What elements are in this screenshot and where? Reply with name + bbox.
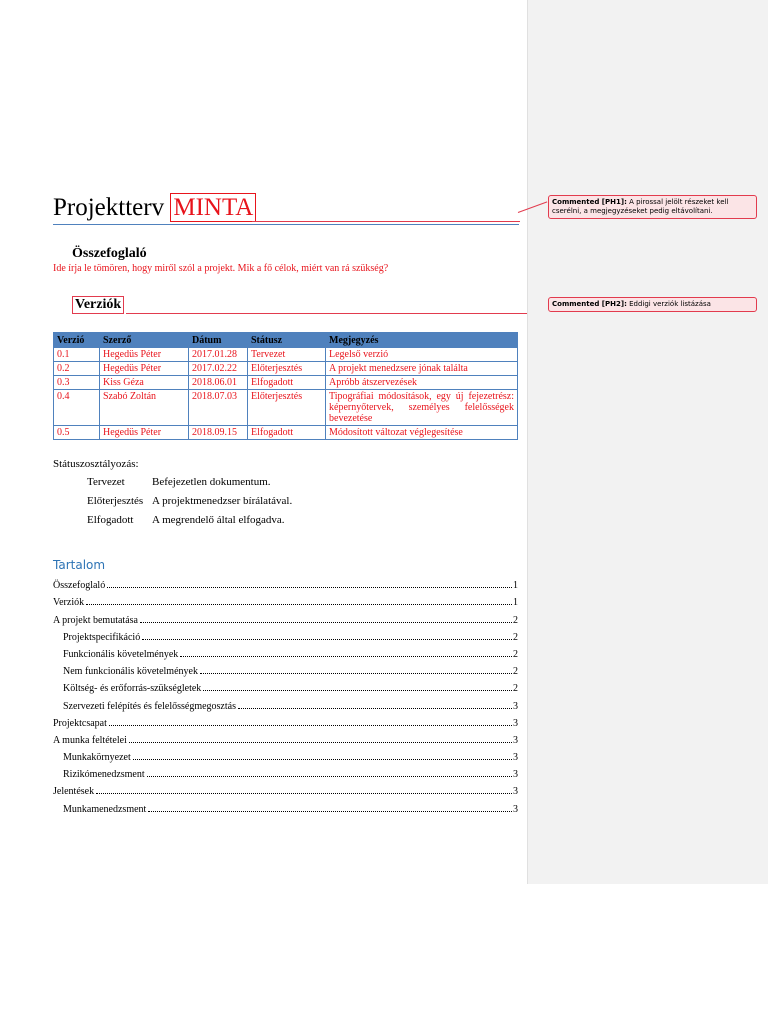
table-header-row: [54, 333, 518, 348]
table-row: [54, 376, 518, 390]
table-cell: Elfogadott: [248, 426, 326, 440]
toc-entry-label: Verziók: [53, 597, 85, 609]
table-cell: Kiss Géza: [100, 376, 189, 390]
toc-leader: [200, 672, 512, 674]
toc-entry-label: Rizikómenedzsment: [63, 769, 145, 781]
comment-anchor-line-2: [126, 313, 548, 314]
versions-table: [53, 332, 518, 440]
table-cell: Legelső verzió: [326, 348, 518, 362]
title-underline: [53, 224, 519, 225]
comment-label: Commented [PH2]:: [552, 300, 627, 308]
title-highlight[interactable]: MINTA: [170, 193, 256, 222]
toc-entry-label: Jelentések: [53, 786, 95, 798]
toc-title: Tartalom: [53, 558, 106, 572]
column-header: Dátum: [189, 333, 248, 348]
toc-leader: [107, 586, 512, 588]
toc-entry-label: Projektspecifikáció: [63, 631, 141, 643]
toc-entry-label: Funkcionális követelmények: [63, 648, 179, 660]
table-cell: Apróbb átszervezések: [326, 376, 518, 390]
status-desc: Befejezetlen dokumentum.: [152, 476, 271, 488]
column-header: Verzió: [54, 333, 100, 348]
table-row: [54, 426, 518, 440]
status-desc: A projektmenedzser bírálatával.: [152, 495, 293, 507]
document-title: [53, 192, 256, 224]
toc-entry-page: 2: [513, 683, 518, 695]
table-cell: 0.5: [54, 426, 100, 440]
toc-entry[interactable]: [53, 660, 518, 677]
column-header: Szerző: [100, 333, 189, 348]
toc-entry-page: 2: [513, 614, 518, 626]
table-cell: Hegedüs Péter: [100, 426, 189, 440]
toc-leader: [133, 758, 512, 760]
toc-leader: [147, 775, 512, 777]
toc-entry-page: 3: [513, 717, 518, 729]
toc-entry[interactable]: [53, 780, 518, 797]
table-cell: 2018.06.01: [189, 376, 248, 390]
comments-pane: [527, 0, 768, 884]
table-cell: Módosított változat véglegesítése: [326, 426, 518, 440]
toc-leader: [203, 689, 512, 691]
toc-entry-page: 1: [513, 580, 518, 592]
toc-entry-label: Projektcsapat: [53, 717, 107, 729]
table-of-contents: [53, 574, 518, 815]
toc-entry-page: 2: [513, 648, 518, 660]
table-row: [54, 390, 518, 426]
table-cell: 2017.01.28: [189, 348, 248, 362]
toc-entry[interactable]: [53, 608, 518, 625]
toc-entry-page: 1: [513, 597, 518, 609]
table-cell: 2018.07.03: [189, 390, 248, 426]
toc-leader: [96, 792, 512, 794]
toc-entry-label: Munkamenedzsment: [63, 803, 147, 815]
toc-leader: [86, 603, 512, 605]
comment-label: Commented [PH1]:: [552, 198, 627, 206]
table-cell: Tipográfiai módosítások, egy új fejezetrész: képernyőtervek, személyes felelősségek bevezetése: [326, 390, 518, 426]
toc-entry-label: Összefoglaló: [53, 580, 106, 592]
toc-entry-page: 3: [513, 803, 518, 815]
toc-entry-page: 3: [513, 786, 518, 798]
table-cell: Tervezet: [248, 348, 326, 362]
table-row: [54, 348, 518, 362]
toc-leader: [238, 707, 512, 709]
toc-entry-page: 2: [513, 631, 518, 643]
status-term: Elfogadott: [87, 514, 134, 526]
status-term: Előterjesztés: [87, 495, 144, 507]
toc-leader: [180, 655, 512, 657]
comment-anchor-line-1: [252, 221, 520, 222]
column-header: Státusz: [248, 333, 326, 348]
toc-leader: [109, 724, 512, 726]
table-cell: 0.4: [54, 390, 100, 426]
toc-entry-page: 3: [513, 734, 518, 746]
toc-entry[interactable]: [53, 643, 518, 660]
toc-entry-label: A munka feltételei: [53, 734, 127, 746]
column-header: Megjegyzés: [326, 333, 518, 348]
status-class-row: [87, 495, 292, 507]
toc-leader: [142, 638, 512, 640]
toc-entry-page: 2: [513, 666, 518, 678]
toc-entry[interactable]: [53, 712, 518, 729]
toc-entry[interactable]: [53, 763, 518, 780]
toc-entry[interactable]: [53, 746, 518, 763]
comment-balloon-2[interactable]: [548, 297, 757, 312]
table-row: [54, 362, 518, 376]
table-cell: Elfogadott: [248, 376, 326, 390]
toc-entry[interactable]: [53, 626, 518, 643]
toc-entry-label: Munkakörnyezet: [63, 752, 131, 764]
table-cell: Hegedüs Péter: [100, 362, 189, 376]
status-term: Tervezet: [87, 476, 125, 488]
toc-entry-page: 3: [513, 700, 518, 712]
toc-entry[interactable]: [53, 797, 518, 814]
table-cell: 2017.02.22: [189, 362, 248, 376]
table-cell: 0.3: [54, 376, 100, 390]
toc-entry[interactable]: [53, 574, 518, 591]
table-cell: 0.1: [54, 348, 100, 362]
toc-entry-label: A projekt bemutatása: [53, 614, 138, 626]
summary-text: Ide írja le tömören, hogy miről szól a projekt. Mik a fő célok, miért van rá szükség?: [53, 263, 389, 274]
status-desc: A megrendelő által elfogadva.: [152, 514, 285, 526]
table-cell: Előterjesztés: [248, 390, 326, 426]
toc-entry[interactable]: [53, 591, 518, 608]
toc-entry[interactable]: [53, 677, 518, 694]
versions-heading[interactable]: Verziók: [72, 296, 124, 314]
table-cell: Hegedüs Péter: [100, 348, 189, 362]
status-class-row: [87, 514, 285, 526]
toc-entry[interactable]: [53, 694, 518, 711]
comment-balloon-1[interactable]: [548, 195, 757, 219]
title-main: Projektterv: [53, 194, 171, 221]
toc-entry-page: 3: [513, 769, 518, 781]
table-cell: A projekt menedzsere jónak találta: [326, 362, 518, 376]
comment-text: A pirossal jelölt részeket kell cserélni, a megjegyzéseket pedig eltávolítani.: [552, 198, 729, 215]
status-classes-title: Státuszosztályozás:: [53, 458, 139, 470]
toc-leader: [129, 741, 512, 743]
table-cell: 0.2: [54, 362, 100, 376]
table-cell: Előterjesztés: [248, 362, 326, 376]
toc-leader: [148, 810, 512, 812]
toc-entry-label: Költség- és erőforrás-szükségletek: [63, 683, 202, 695]
toc-entry-label: Nem funkcionális követelmények: [63, 666, 198, 678]
toc-entry-label: Szervezeti felépítés és felelősségmegosztás: [63, 700, 236, 712]
table-cell: Szabó Zoltán: [100, 390, 189, 426]
toc-leader: [140, 621, 512, 623]
summary-heading: Összefoglaló: [72, 246, 147, 261]
toc-entry-page: 3: [513, 752, 518, 764]
comment-text: Eddigi verziók listázása: [629, 300, 711, 308]
status-class-row: [87, 476, 271, 488]
table-cell: 2018.09.15: [189, 426, 248, 440]
toc-entry[interactable]: [53, 729, 518, 746]
